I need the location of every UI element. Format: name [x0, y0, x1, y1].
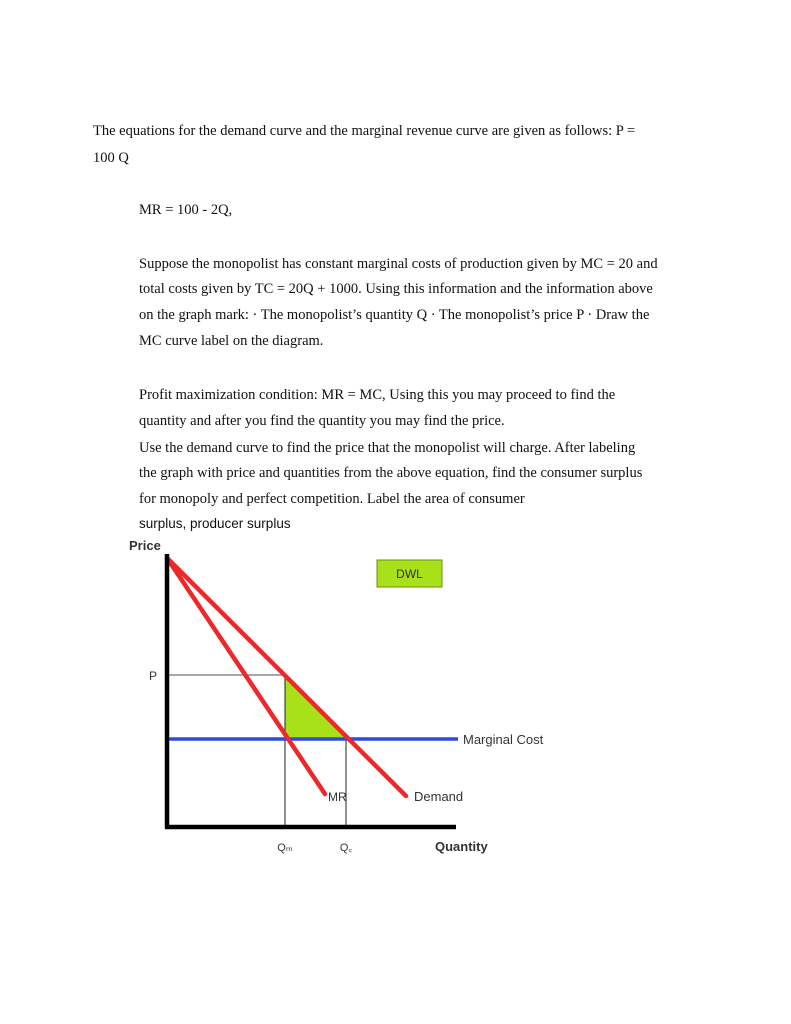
demand-curve: [167, 558, 406, 796]
mc-label: Marginal Cost: [463, 732, 544, 747]
monopoly-diagram: [125, 536, 565, 866]
intro-line-1: The equations for the demand curve and the marginal revenue curve are given as follows: P =: [93, 123, 636, 139]
qc-label: Q꜀: [339, 842, 353, 854]
surplus-line: surplus, producer surplus: [139, 516, 291, 531]
profit-line-1: Profit maximization condition: MR = MC, Using this you may proceed to find the: [139, 387, 616, 403]
mc-line-4: MC curve label on the diagram.: [139, 333, 324, 349]
demand-label: Demand: [414, 789, 464, 804]
intro-line-2: 100 Q: [93, 150, 129, 166]
demand-line-1: Use the demand curve to find the price that the monopolist will charge. After labeling: [139, 440, 636, 456]
mr-curve: [167, 558, 325, 794]
demand-line-2: the graph with price and quantities from the above equation, find the consumer surplus: [139, 465, 643, 481]
mr-label: MR: [328, 790, 347, 804]
dwl-label: DWL: [396, 567, 423, 581]
mc-line-3: on the graph mark: · The monopolist’s quantity Q · The monopolist’s price P · Draw the: [139, 307, 650, 323]
profit-line-2: quantity and after you find the quantity you may find the price.: [139, 413, 505, 429]
mc-line-2: total costs given by TC = 20Q + 1000. Using this information and the information above: [139, 281, 653, 297]
price-label: P: [149, 669, 158, 683]
qm-label: Qₘ: [277, 842, 293, 854]
x-axis-label: Quantity: [435, 839, 488, 854]
demand-line-3: for monopoly and perfect competition. Label the area of consumer: [139, 491, 525, 507]
y-axis-label: Price: [129, 538, 161, 553]
mr-equation: MR = 100 - 2Q,: [139, 202, 233, 218]
mc-line-1: Suppose the monopolist has constant marginal costs of production given by MC = 20 and: [139, 256, 658, 272]
